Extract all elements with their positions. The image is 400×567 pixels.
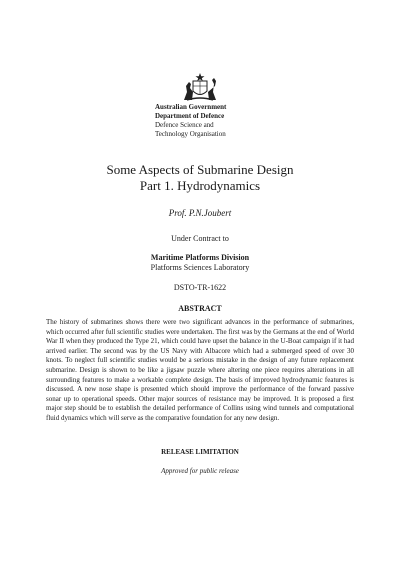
division-name: Maritime Platforms Division xyxy=(150,253,250,262)
laboratory-name: Platforms Sciences Laboratory xyxy=(150,263,250,272)
department-name: Department of Defence xyxy=(155,112,225,120)
government-name: Australian Government xyxy=(155,103,227,111)
document-title xyxy=(0,162,400,194)
title-line-2: Part 1. Hydrodynamics xyxy=(139,178,261,193)
australian-coat-of-arms-icon xyxy=(181,72,219,102)
government-block xyxy=(155,103,315,139)
release-limitation-text: Approved for public release xyxy=(161,467,239,475)
organisation-line-1: Defence Science and xyxy=(155,121,214,129)
title-line-1: Some Aspects of Submarine Design xyxy=(106,162,294,177)
contract-line: Under Contract to xyxy=(171,234,229,243)
author-name: Prof. P.N.Joubert xyxy=(168,208,232,218)
release-limitation-heading: RELEASE LIMITATION xyxy=(161,448,239,456)
organisation-line-2: Technology Organisation xyxy=(155,130,226,138)
abstract-body: The history of submarines shows there were two significant advances in the performance of submarines, which occurred after full scientific studies were undertaken. The first was by the Germans at the end of World War II when they produced the Type 21, which could have upset the balance in the U-Boat campaign if it had arrived earlier. The second was by the US Navy with Albacore which had a submerged speed of over 30 knots. To neglect full scientific studies would be a serious mistake in the design of any future replacement submarine. Design is shown to be like a jigsaw puzzle where altering one piece requires alterations in all surrounding features to make a workable complete design. The basis of improved hydrodynamic features is discussed. A new nose shape is presented which should improve the performance of the forward passive sonar up to operational speeds. Other major sources of resistance may be improved. It is proposed a first major step should be to establish the detailed performance of Collins using wind tunnels and computational fluid dynamics which will serve as the comparative foundation for any new design. xyxy=(46,318,354,422)
report-number: DSTO-TR-1622 xyxy=(173,283,227,292)
abstract-heading: ABSTRACT xyxy=(178,304,222,313)
